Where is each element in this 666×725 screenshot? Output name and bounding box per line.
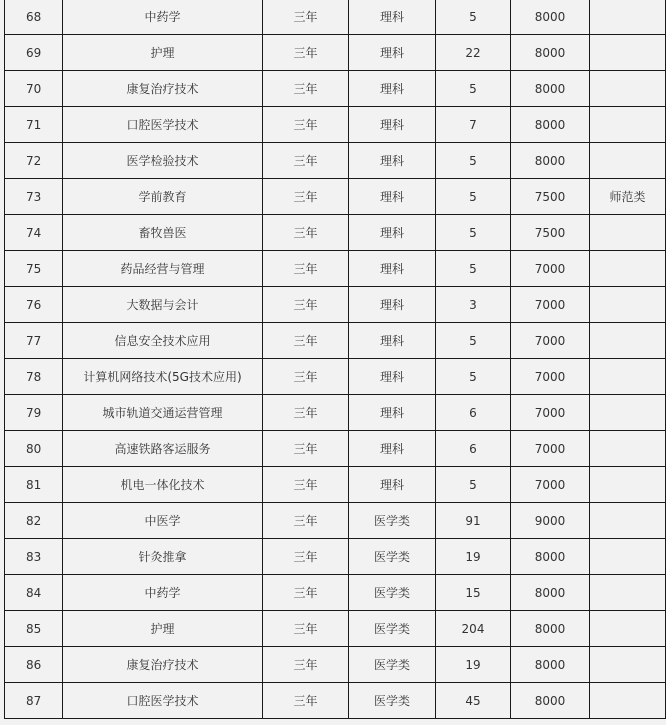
- duration-cell: 三年: [263, 323, 349, 359]
- note-cell: [590, 107, 666, 143]
- category-cell: 医学类: [349, 683, 436, 719]
- major-name-cell: 针灸推拿: [63, 539, 263, 575]
- enrollment-count-cell: 19: [436, 539, 511, 575]
- table-row: [5, 215, 666, 251]
- note-cell: [590, 431, 666, 467]
- major-name-cell: 医学检验技术: [63, 143, 263, 179]
- tuition-fee-cell: 7000: [511, 287, 590, 323]
- enrollment-count-cell: 3: [436, 287, 511, 323]
- major-name-cell: 中药学: [63, 0, 263, 35]
- row-number-cell: 81: [5, 467, 63, 503]
- duration-cell: 三年: [263, 287, 349, 323]
- major-name-cell: 信息安全技术应用: [63, 323, 263, 359]
- major-name-cell: 计算机网络技术(5G技术应用): [63, 359, 263, 395]
- tuition-fee-cell: 7500: [511, 215, 590, 251]
- category-cell: 理科: [349, 467, 436, 503]
- tuition-fee-cell: 7000: [511, 251, 590, 287]
- note-cell: [590, 0, 666, 35]
- note-cell: [590, 143, 666, 179]
- table-row: [5, 359, 666, 395]
- row-number-cell: 85: [5, 611, 63, 647]
- tuition-fee-cell: 8000: [511, 107, 590, 143]
- category-cell: 理科: [349, 179, 436, 215]
- table-row: [5, 143, 666, 179]
- table-row: [5, 251, 666, 287]
- note-cell: [590, 611, 666, 647]
- enrollment-count-cell: 5: [436, 251, 511, 287]
- note-cell: [590, 575, 666, 611]
- category-cell: 理科: [349, 395, 436, 431]
- note-cell: [590, 647, 666, 683]
- enrollment-count-cell: 22: [436, 35, 511, 71]
- category-cell: 理科: [349, 107, 436, 143]
- duration-cell: 三年: [263, 575, 349, 611]
- enrollment-count-cell: 5: [436, 323, 511, 359]
- note-cell: [590, 71, 666, 107]
- tuition-fee-cell: 8000: [511, 683, 590, 719]
- category-cell: 理科: [349, 35, 436, 71]
- table-row: [5, 611, 666, 647]
- row-number-cell: 80: [5, 431, 63, 467]
- row-number-cell: 71: [5, 107, 63, 143]
- note-cell: [590, 251, 666, 287]
- note-cell: [590, 215, 666, 251]
- row-number-cell: 77: [5, 323, 63, 359]
- enrollment-count-cell: 5: [436, 179, 511, 215]
- tuition-fee-cell: 8000: [511, 0, 590, 35]
- category-cell: 医学类: [349, 503, 436, 539]
- major-name-cell: 畜牧兽医: [63, 215, 263, 251]
- category-cell: 理科: [349, 215, 436, 251]
- table-row: [5, 179, 666, 215]
- enrollment-count-cell: 15: [436, 575, 511, 611]
- table-row: [5, 431, 666, 467]
- duration-cell: 三年: [263, 539, 349, 575]
- row-number-cell: 86: [5, 647, 63, 683]
- note-cell: [590, 683, 666, 719]
- table-row: [5, 0, 666, 35]
- row-number-cell: 68: [5, 0, 63, 35]
- duration-cell: 三年: [263, 107, 349, 143]
- category-cell: 医学类: [349, 611, 436, 647]
- table-row: [5, 539, 666, 575]
- row-number-cell: 84: [5, 575, 63, 611]
- enrollment-count-cell: 204: [436, 611, 511, 647]
- major-name-cell: 学前教育: [63, 179, 263, 215]
- enrollment-count-cell: 5: [436, 143, 511, 179]
- table-row: [5, 107, 666, 143]
- duration-cell: 三年: [263, 35, 349, 71]
- tuition-fee-cell: 7000: [511, 359, 590, 395]
- table-row: [5, 503, 666, 539]
- enrollment-table: [4, 0, 666, 719]
- major-name-cell: 药品经营与管理: [63, 251, 263, 287]
- table-row: [5, 71, 666, 107]
- note-cell: 师范类: [590, 179, 666, 215]
- duration-cell: 三年: [263, 467, 349, 503]
- row-number-cell: 76: [5, 287, 63, 323]
- duration-cell: 三年: [263, 359, 349, 395]
- category-cell: 医学类: [349, 647, 436, 683]
- table-row: [5, 647, 666, 683]
- note-cell: [590, 503, 666, 539]
- duration-cell: 三年: [263, 0, 349, 35]
- note-cell: [590, 395, 666, 431]
- major-name-cell: 口腔医学技术: [63, 683, 263, 719]
- enrollment-count-cell: 91: [436, 503, 511, 539]
- tuition-fee-cell: 9000: [511, 503, 590, 539]
- row-number-cell: 69: [5, 35, 63, 71]
- category-cell: 理科: [349, 359, 436, 395]
- category-cell: 理科: [349, 251, 436, 287]
- tuition-fee-cell: 8000: [511, 611, 590, 647]
- tuition-fee-cell: 7000: [511, 323, 590, 359]
- note-cell: [590, 467, 666, 503]
- table-row: [5, 467, 666, 503]
- major-name-cell: 机电一体化技术: [63, 467, 263, 503]
- duration-cell: 三年: [263, 647, 349, 683]
- enrollment-count-cell: 6: [436, 431, 511, 467]
- row-number-cell: 75: [5, 251, 63, 287]
- table-row: [5, 575, 666, 611]
- tuition-fee-cell: 8000: [511, 143, 590, 179]
- duration-cell: 三年: [263, 71, 349, 107]
- major-name-cell: 康复治疗技术: [63, 647, 263, 683]
- row-number-cell: 82: [5, 503, 63, 539]
- enrollment-count-cell: 7: [436, 107, 511, 143]
- table-body: [5, 0, 666, 719]
- tuition-fee-cell: 7000: [511, 467, 590, 503]
- tuition-fee-cell: 8000: [511, 647, 590, 683]
- duration-cell: 三年: [263, 179, 349, 215]
- category-cell: 理科: [349, 71, 436, 107]
- category-cell: 医学类: [349, 539, 436, 575]
- note-cell: [590, 35, 666, 71]
- major-name-cell: 护理: [63, 611, 263, 647]
- enrollment-count-cell: 5: [436, 0, 511, 35]
- table-row: [5, 35, 666, 71]
- enrollment-count-cell: 5: [436, 71, 511, 107]
- duration-cell: 三年: [263, 683, 349, 719]
- duration-cell: 三年: [263, 611, 349, 647]
- duration-cell: 三年: [263, 431, 349, 467]
- major-name-cell: 中医学: [63, 503, 263, 539]
- category-cell: 理科: [349, 323, 436, 359]
- major-name-cell: 城市轨道交通运营管理: [63, 395, 263, 431]
- row-number-cell: 74: [5, 215, 63, 251]
- category-cell: 理科: [349, 431, 436, 467]
- table-row: [5, 395, 666, 431]
- tuition-fee-cell: 8000: [511, 575, 590, 611]
- major-name-cell: 护理: [63, 35, 263, 71]
- duration-cell: 三年: [263, 395, 349, 431]
- major-name-cell: 高速铁路客运服务: [63, 431, 263, 467]
- category-cell: 理科: [349, 287, 436, 323]
- enrollment-count-cell: 5: [436, 215, 511, 251]
- table-row: [5, 323, 666, 359]
- enrollment-count-cell: 5: [436, 359, 511, 395]
- duration-cell: 三年: [263, 215, 349, 251]
- table-row: [5, 683, 666, 719]
- enrollment-count-cell: 45: [436, 683, 511, 719]
- tuition-fee-cell: 8000: [511, 35, 590, 71]
- table-row: [5, 287, 666, 323]
- tuition-fee-cell: 8000: [511, 539, 590, 575]
- major-name-cell: 口腔医学技术: [63, 107, 263, 143]
- tuition-fee-cell: 7500: [511, 179, 590, 215]
- duration-cell: 三年: [263, 503, 349, 539]
- note-cell: [590, 359, 666, 395]
- enrollment-count-cell: 19: [436, 647, 511, 683]
- row-number-cell: 78: [5, 359, 63, 395]
- tuition-fee-cell: 8000: [511, 71, 590, 107]
- enrollment-count-cell: 5: [436, 467, 511, 503]
- row-number-cell: 79: [5, 395, 63, 431]
- row-number-cell: 83: [5, 539, 63, 575]
- duration-cell: 三年: [263, 251, 349, 287]
- tuition-fee-cell: 7000: [511, 395, 590, 431]
- row-number-cell: 72: [5, 143, 63, 179]
- category-cell: 理科: [349, 0, 436, 35]
- category-cell: 理科: [349, 143, 436, 179]
- row-number-cell: 70: [5, 71, 63, 107]
- major-name-cell: 中药学: [63, 575, 263, 611]
- enrollment-count-cell: 6: [436, 395, 511, 431]
- major-name-cell: 大数据与会计: [63, 287, 263, 323]
- tuition-fee-cell: 7000: [511, 431, 590, 467]
- row-number-cell: 73: [5, 179, 63, 215]
- category-cell: 医学类: [349, 575, 436, 611]
- note-cell: [590, 287, 666, 323]
- row-number-cell: 87: [5, 683, 63, 719]
- note-cell: [590, 539, 666, 575]
- duration-cell: 三年: [263, 143, 349, 179]
- major-name-cell: 康复治疗技术: [63, 71, 263, 107]
- note-cell: [590, 323, 666, 359]
